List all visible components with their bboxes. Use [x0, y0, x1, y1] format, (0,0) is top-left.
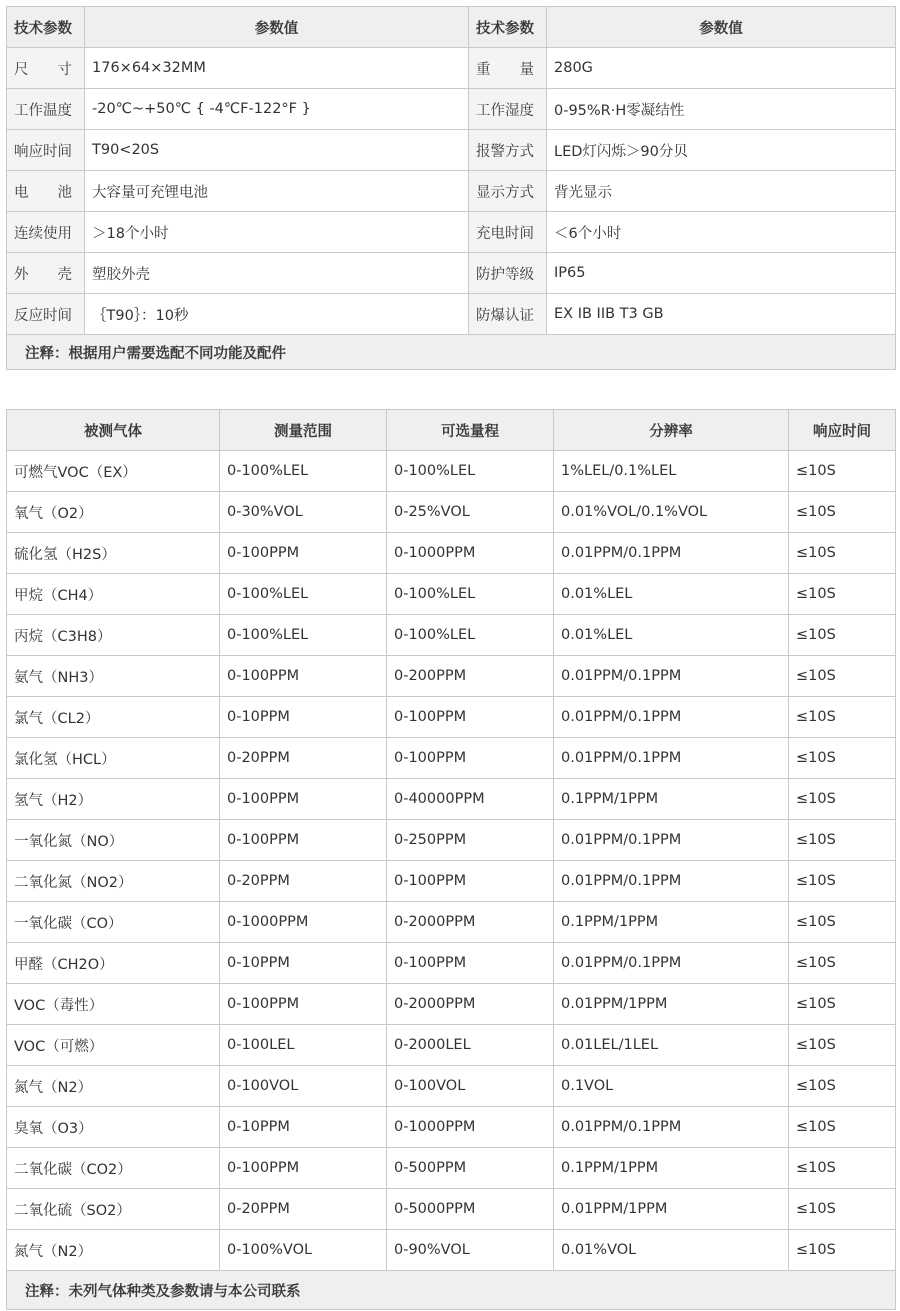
gas-optional-range-cell: 0-90%VOL	[387, 1230, 554, 1271]
gas-optional-range-cell: 0-2000PPM	[387, 984, 554, 1025]
spec-table	[6, 6, 896, 370]
gas-optional-range-cell: 0-100PPM	[387, 861, 554, 902]
gas-optional-range-cell: 0-200PPM	[387, 656, 554, 697]
gas-resolution-cell: 0.01LEL/1LEL	[554, 1025, 789, 1066]
gas-response-cell: ≤10S	[789, 615, 896, 656]
gas-optional-range-cell: 0-100%LEL	[387, 615, 554, 656]
gas-name-cell: 二氧化碳（CO2）	[7, 1148, 220, 1189]
gas-name-cell: VOC（可燃）	[7, 1025, 220, 1066]
spec-header-param-2: 技术参数	[469, 7, 547, 48]
spec-row	[7, 48, 896, 89]
spec-value: ＜6个小时	[547, 212, 896, 253]
gas-row	[7, 1148, 896, 1189]
gas-range-cell: 0-100PPM	[220, 533, 387, 574]
gas-response-cell: ≤10S	[789, 697, 896, 738]
gas-row	[7, 1066, 896, 1107]
gas-optional-range-cell: 0-2000LEL	[387, 1025, 554, 1066]
gas-range-cell: 0-20PPM	[220, 738, 387, 779]
spec-note: 注释：根据用户需要选配不同功能及配件	[7, 335, 896, 370]
gas-resolution-cell: 0.1PPM/1PPM	[554, 902, 789, 943]
gas-row	[7, 656, 896, 697]
gas-response-cell: ≤10S	[789, 1066, 896, 1107]
spec-label: 工作温度	[7, 89, 85, 130]
gas-row	[7, 1230, 896, 1271]
gas-range-cell: 0-100%LEL	[220, 574, 387, 615]
gas-note: 注释：未列气体种类及参数请与本公司联系	[7, 1271, 896, 1310]
gas-resolution-cell: 0.01PPM/1PPM	[554, 984, 789, 1025]
gas-resolution-cell: 0.01%LEL	[554, 574, 789, 615]
gas-optional-range-cell: 0-100PPM	[387, 697, 554, 738]
spec-label: 显示方式	[469, 171, 547, 212]
gas-resolution-cell: 0.01%LEL	[554, 615, 789, 656]
gas-optional-range-cell: 0-100%LEL	[387, 574, 554, 615]
gas-name-cell: 氨气（NH3）	[7, 656, 220, 697]
gas-header-range: 测量范围	[220, 410, 387, 451]
gas-row	[7, 492, 896, 533]
gas-row	[7, 1189, 896, 1230]
gas-range-cell: 0-100PPM	[220, 820, 387, 861]
gas-range-cell: 0-100VOL	[220, 1066, 387, 1107]
spec-label: 电 池	[7, 171, 85, 212]
spec-value: ｛T90｝：10秒	[85, 294, 469, 335]
gas-response-cell: ≤10S	[789, 738, 896, 779]
gas-note-row	[7, 1271, 896, 1310]
gas-optional-range-cell: 0-500PPM	[387, 1148, 554, 1189]
gas-resolution-cell: 1%LEL/0.1%LEL	[554, 451, 789, 492]
gas-optional-range-cell: 0-25%VOL	[387, 492, 554, 533]
gas-optional-range-cell: 0-100VOL	[387, 1066, 554, 1107]
gas-name-cell: 可燃气VOC（EX）	[7, 451, 220, 492]
spec-value: 280G	[547, 48, 896, 89]
gas-row	[7, 1107, 896, 1148]
spec-label: 报警方式	[469, 130, 547, 171]
gas-body	[7, 451, 896, 1271]
spec-value: 176×64×32MM	[85, 48, 469, 89]
spec-label: 反应时间	[7, 294, 85, 335]
gas-row	[7, 984, 896, 1025]
gas-range-cell: 0-100PPM	[220, 779, 387, 820]
gas-row	[7, 902, 896, 943]
spec-row	[7, 253, 896, 294]
gas-row	[7, 615, 896, 656]
spec-row	[7, 89, 896, 130]
gas-range-cell: 0-10PPM	[220, 943, 387, 984]
spec-value: 塑胶外壳	[85, 253, 469, 294]
gas-name-cell: 丙烷（C3H8）	[7, 615, 220, 656]
gas-resolution-cell: 0.01PPM/1PPM	[554, 1189, 789, 1230]
spec-label: 外 壳	[7, 253, 85, 294]
gas-range-cell: 0-100%LEL	[220, 451, 387, 492]
gas-resolution-cell: 0.01PPM/0.1PPM	[554, 656, 789, 697]
spec-label: 防护等级	[469, 253, 547, 294]
gas-row	[7, 451, 896, 492]
gas-name-cell: 氢气（H2）	[7, 779, 220, 820]
gas-range-cell: 0-100PPM	[220, 984, 387, 1025]
gas-optional-range-cell: 0-5000PPM	[387, 1189, 554, 1230]
gas-response-cell: ≤10S	[789, 574, 896, 615]
gas-resolution-cell: 0.01PPM/0.1PPM	[554, 697, 789, 738]
gas-optional-range-cell: 0-250PPM	[387, 820, 554, 861]
spec-header-value: 参数值	[85, 7, 469, 48]
gas-header-gas: 被测气体	[7, 410, 220, 451]
gas-optional-range-cell: 0-1000PPM	[387, 533, 554, 574]
spec-value: ＞18个小时	[85, 212, 469, 253]
spec-label: 尺 寸	[7, 48, 85, 89]
gas-resolution-cell: 0.1PPM/1PPM	[554, 779, 789, 820]
gas-response-cell: ≤10S	[789, 820, 896, 861]
spec-value: -20℃~+50℃ { -4℃F-122°F }	[85, 89, 469, 130]
gas-range-cell: 0-20PPM	[220, 861, 387, 902]
gas-response-cell: ≤10S	[789, 779, 896, 820]
gas-resolution-cell: 0.01PPM/0.1PPM	[554, 1107, 789, 1148]
gas-response-cell: ≤10S	[789, 902, 896, 943]
gas-range-cell: 0-20PPM	[220, 1189, 387, 1230]
gas-range-cell: 0-10PPM	[220, 1107, 387, 1148]
gas-name-cell: 二氧化硫（SO2）	[7, 1189, 220, 1230]
spec-value: 0-95%R·H零凝结性	[547, 89, 896, 130]
gas-range-cell: 0-1000PPM	[220, 902, 387, 943]
gas-response-cell: ≤10S	[789, 533, 896, 574]
spec-value: 大容量可充锂电池	[85, 171, 469, 212]
spec-label: 防爆认证	[469, 294, 547, 335]
gas-header-resolution: 分辨率	[554, 410, 789, 451]
gas-resolution-cell: 0.01%VOL	[554, 1230, 789, 1271]
gas-response-cell: ≤10S	[789, 656, 896, 697]
gas-name-cell: 一氧化碳（CO）	[7, 902, 220, 943]
spec-row	[7, 171, 896, 212]
spec-row	[7, 294, 896, 335]
gas-response-cell: ≤10S	[789, 1189, 896, 1230]
gas-name-cell: 氮气（N2）	[7, 1230, 220, 1271]
gas-name-cell: 硫化氢（H2S）	[7, 533, 220, 574]
gas-row	[7, 574, 896, 615]
gas-name-cell: 二氧化氮（NO2）	[7, 861, 220, 902]
gas-row	[7, 820, 896, 861]
spec-header-param: 技术参数	[7, 7, 85, 48]
gas-row	[7, 533, 896, 574]
gas-response-cell: ≤10S	[789, 861, 896, 902]
gas-response-cell: ≤10S	[789, 1107, 896, 1148]
gas-response-cell: ≤10S	[789, 451, 896, 492]
spec-value: T90<20S	[85, 130, 469, 171]
spec-header-value-2: 参数值	[547, 7, 896, 48]
gas-row	[7, 697, 896, 738]
gas-name-cell: 甲烷（CH4）	[7, 574, 220, 615]
gas-name-cell: 氮气（N2）	[7, 1066, 220, 1107]
spec-value: LED灯闪烁＞90分贝	[547, 130, 896, 171]
gas-name-cell: VOC（毒性）	[7, 984, 220, 1025]
gas-optional-range-cell: 0-100PPM	[387, 943, 554, 984]
gas-resolution-cell: 0.01PPM/0.1PPM	[554, 861, 789, 902]
gas-resolution-cell: 0.01%VOL/0.1%VOL	[554, 492, 789, 533]
gas-resolution-cell: 0.01PPM/0.1PPM	[554, 738, 789, 779]
gas-name-cell: 氯气（CL2）	[7, 697, 220, 738]
gas-range-cell: 0-100LEL	[220, 1025, 387, 1066]
gas-name-cell: 氧气（O2）	[7, 492, 220, 533]
gas-range-cell: 0-100PPM	[220, 656, 387, 697]
gas-header-response-time: 响应时间	[789, 410, 896, 451]
gas-response-cell: ≤10S	[789, 943, 896, 984]
spec-label: 连续使用	[7, 212, 85, 253]
gas-optional-range-cell: 0-1000PPM	[387, 1107, 554, 1148]
gas-header-optional-range: 可选量程	[387, 410, 554, 451]
spec-value: EX IB IIB T3 GB	[547, 294, 896, 335]
gas-resolution-cell: 0.1VOL	[554, 1066, 789, 1107]
gas-range-cell: 0-100PPM	[220, 1148, 387, 1189]
gas-response-cell: ≤10S	[789, 1230, 896, 1271]
gas-row	[7, 861, 896, 902]
spec-value: IP65	[547, 253, 896, 294]
gas-resolution-cell: 0.01PPM/0.1PPM	[554, 820, 789, 861]
gas-name-cell: 臭氧（O3）	[7, 1107, 220, 1148]
gas-name-cell: 氯化氢（HCL）	[7, 738, 220, 779]
spec-row	[7, 212, 896, 253]
spec-label: 重 量	[469, 48, 547, 89]
gas-response-cell: ≤10S	[789, 1025, 896, 1066]
spec-note-row	[7, 335, 896, 370]
gas-optional-range-cell: 0-100PPM	[387, 738, 554, 779]
gas-range-cell: 0-30%VOL	[220, 492, 387, 533]
gas-optional-range-cell: 0-40000PPM	[387, 779, 554, 820]
gas-optional-range-cell: 0-2000PPM	[387, 902, 554, 943]
spec-body	[7, 48, 896, 335]
spec-label: 工作湿度	[469, 89, 547, 130]
gas-response-cell: ≤10S	[789, 1148, 896, 1189]
gas-optional-range-cell: 0-100%LEL	[387, 451, 554, 492]
gas-range-cell: 0-100%VOL	[220, 1230, 387, 1271]
gas-range-cell: 0-10PPM	[220, 697, 387, 738]
gas-row	[7, 738, 896, 779]
gas-header-row	[7, 410, 896, 451]
spec-value: 背光显示	[547, 171, 896, 212]
gas-resolution-cell: 0.01PPM/0.1PPM	[554, 943, 789, 984]
spec-row	[7, 130, 896, 171]
gas-row	[7, 779, 896, 820]
gas-name-cell: 一氧化氮（NO）	[7, 820, 220, 861]
gas-response-cell: ≤10S	[789, 492, 896, 533]
gas-resolution-cell: 0.01PPM/0.1PPM	[554, 533, 789, 574]
gas-row	[7, 943, 896, 984]
spec-label: 充电时间	[469, 212, 547, 253]
spec-header-row	[7, 7, 896, 48]
gas-table	[6, 409, 896, 1310]
gas-range-cell: 0-100%LEL	[220, 615, 387, 656]
spec-label: 响应时间	[7, 130, 85, 171]
gas-resolution-cell: 0.1PPM/1PPM	[554, 1148, 789, 1189]
gas-row	[7, 1025, 896, 1066]
gas-response-cell: ≤10S	[789, 984, 896, 1025]
gas-name-cell: 甲醛（CH2O）	[7, 943, 220, 984]
